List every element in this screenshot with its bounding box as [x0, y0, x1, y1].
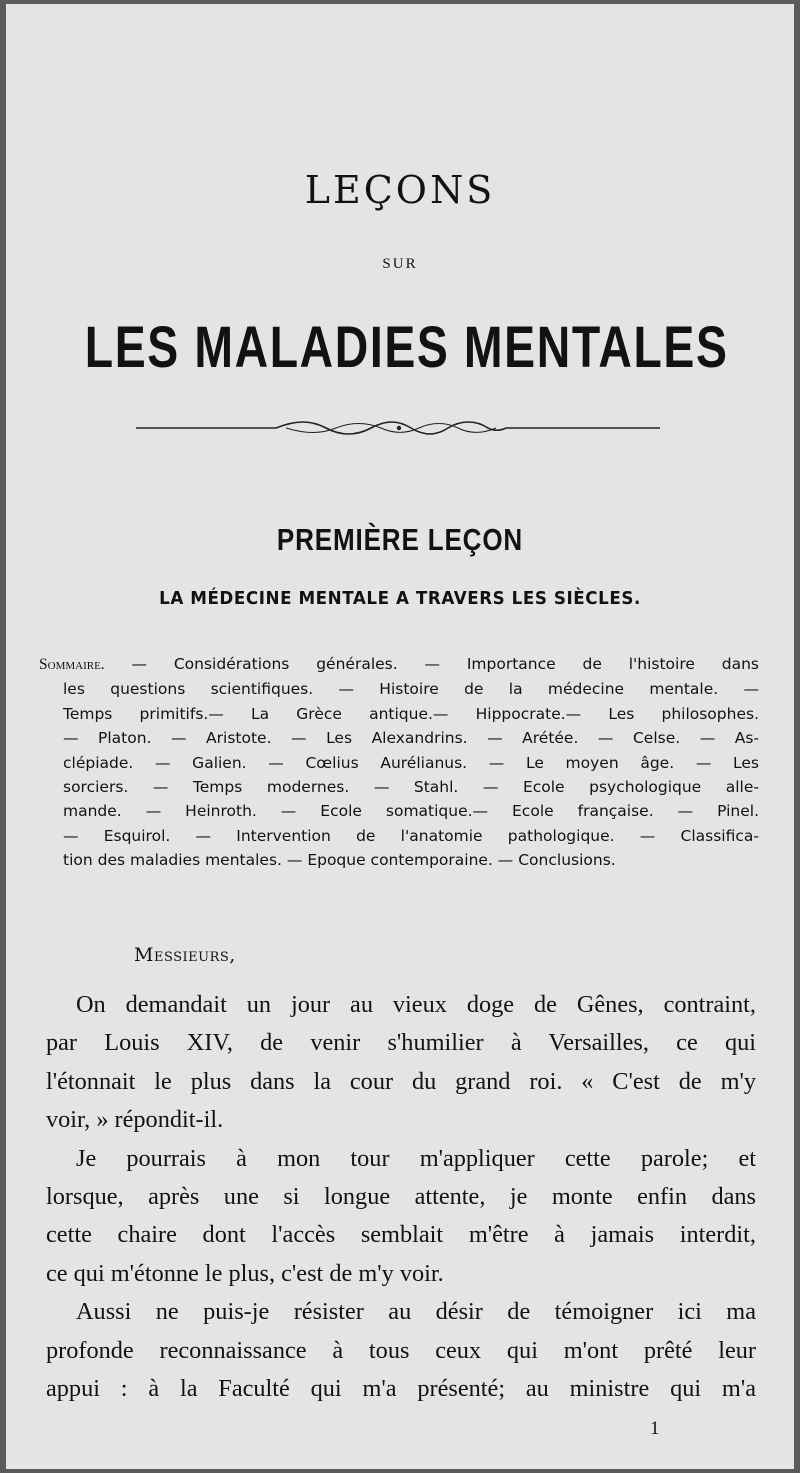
body-line: profonde reconnaissance à tous ceux qui m'ont prêté leur — [46, 1336, 756, 1364]
body-line: lorsque, après une si longue attente, je monte enfin dans — [46, 1183, 756, 1211]
lecture-heading: PREMIÈRE LEÇON — [276, 522, 524, 557]
summary-line: — Platon. — Aristote. — Les Alexandrins. — Arétée. — Celse. — As- — [63, 729, 759, 748]
summary-label: Sommaire. — [39, 656, 105, 673]
summary-line: sorciers. — Temps modernes. — Stahl. — Ecole psychologique alle- — [63, 778, 759, 797]
lecture-subtitle: LA MÉDECINE MENTALE A TRAVERS LES SIÈCLES. — [159, 588, 641, 609]
summary-line: — Esquirol. — Intervention de l'anatomie pathologique. — Classifica- — [63, 826, 759, 845]
summary-line: tion des maladies mentales. — Epoque contemporaine. — Conclusions. — [63, 851, 616, 870]
body-line: cette chaire dont l'accès semblait m'être à jamais interdit, — [46, 1221, 756, 1249]
page-number: 1 — [650, 1418, 660, 1439]
book-page — [6, 4, 794, 1469]
body-line: appui : à la Faculté qui m'a présenté; au ministre qui m'a — [46, 1375, 756, 1403]
summary-line: Temps primitifs.— La Grèce antique.— Hippocrate.— Les philosophes. — [63, 704, 759, 723]
salutation: Messieurs, — [134, 944, 236, 966]
summary-paragraph — [39, 652, 759, 873]
main-title: LES MALADIES MENTALES — [84, 315, 729, 380]
summary-line: — Considérations générales. — Importance de l'histoire dans — [131, 655, 759, 673]
body-line: voir, » répondit-il. — [46, 1106, 224, 1134]
body-line: par Louis XIV, de venir s'humilier à Versailles, ce qui — [46, 1029, 756, 1057]
title-sur: SUR — [382, 256, 418, 272]
body-line: Aussi ne puis-je résister au désir de témoigner ici ma — [76, 1298, 756, 1326]
summary-line: clépiade. — Galien. — Cœlius Aurélianus. — Le moyen âge. — Les — [63, 753, 759, 772]
body-line: l'étonnait le plus dans la cour du grand roi. « C'est de m'y — [46, 1067, 756, 1095]
body-text — [46, 986, 756, 1408]
ornamental-divider — [136, 416, 660, 440]
title-lecons: LEÇONS — [304, 168, 496, 212]
body-line: ce qui m'étonne le plus, c'est de m'y voir. — [46, 1259, 444, 1287]
summary-line: mande. — Heinroth. — Ecole somatique.— Ecole française. — Pinel. — [63, 802, 759, 821]
body-line: Je pourrais à mon tour m'appliquer cette parole; et — [76, 1144, 756, 1172]
body-line: On demandait un jour au vieux doge de Gênes, contraint, — [76, 991, 756, 1018]
summary-line: les questions scientifiques. — Histoire de la médecine mentale. — — [63, 680, 759, 699]
